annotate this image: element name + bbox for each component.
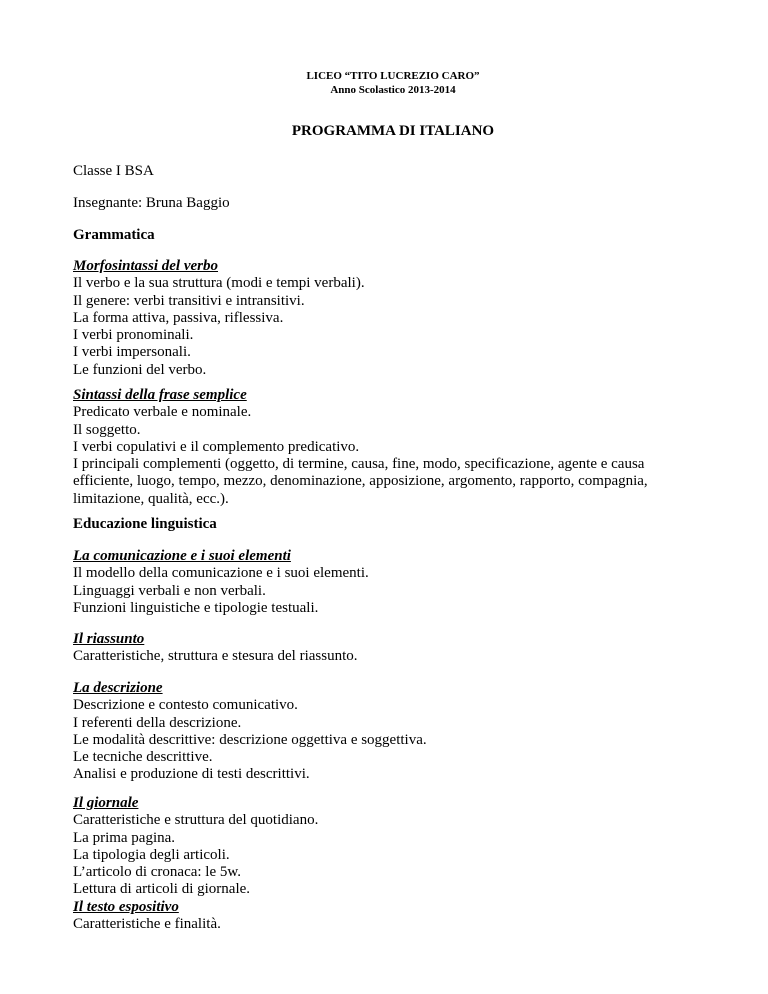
list-item: Caratteristiche, struttura e stesura del riassunto. [73, 648, 358, 665]
subsection-title: Morfosintassi del verbo [73, 258, 219, 274]
list-item: Il soggetto. [73, 421, 141, 438]
list-item: I verbi impersonali. [73, 344, 191, 361]
list-item: Predicato verbale e nominale. [73, 404, 252, 421]
teacher-line: Insegnante: Bruna Baggio [73, 195, 230, 211]
subsection-descrizione [73, 680, 713, 784]
list-item: Lettura di articoli di giornale. [73, 881, 251, 898]
list-item: Le funzioni del verbo. [73, 361, 207, 378]
document-title: PROGRAMMA DI ITALIANO [291, 123, 495, 139]
list-item: Caratteristiche e struttura del quotidiano. [73, 812, 319, 829]
subsection-verbo [73, 258, 713, 379]
subsection-frase [73, 387, 713, 508]
list-item: limitazione, qualità, ecc.). [73, 490, 229, 507]
subsection-comunicazione [73, 548, 713, 617]
list-item: efficiente, luogo, tempo, mezzo, denominazione, apposizione, argomento, rapporto, compagnia, [73, 473, 648, 490]
school-year: Anno Scolastico 2013-2014 [330, 84, 456, 96]
list-item: Analisi e produzione di testi descrittivi. [73, 766, 310, 783]
list-item: L’articolo di cronaca: le 5w. [73, 864, 241, 881]
subsection-riassunto [73, 631, 713, 666]
list-item: Linguaggi verbali e non verbali. [73, 582, 266, 599]
list-item: Descrizione e contesto comunicativo. [73, 697, 298, 714]
class-line: Classe I BSA [73, 163, 154, 179]
list-item: La forma attiva, passiva, riflessiva. [73, 309, 284, 326]
subsection-title: La descrizione [73, 680, 163, 696]
school-name: LICEO “TITO LUCREZIO CARO” [306, 70, 480, 82]
list-item: Il verbo e la sua struttura (modi e tempi verbali). [73, 275, 365, 292]
list-item: I verbi copulativi e il complemento predicativo. [73, 438, 360, 455]
list-item: Il modello della comunicazione e i suoi elementi. [73, 565, 369, 582]
list-item: I referenti della descrizione. [73, 714, 242, 731]
list-item: Il genere: verbi transitivi e intransitivi. [73, 292, 305, 309]
subsection-title: Il riassunto [73, 631, 145, 647]
subsection-title: Il giornale [73, 795, 139, 811]
list-item: I verbi pronominali. [73, 327, 194, 344]
list-item: I principali complementi (oggetto, di termine, causa, fine, modo, specificazione, agente e causa [73, 456, 645, 473]
list-item: La prima pagina. [73, 829, 176, 846]
list-item: Le modalità descrittive: descrizione oggettiva e soggettiva. [73, 731, 427, 748]
subsection-giornale [73, 795, 713, 933]
list-item: Caratteristiche e finalità. [73, 916, 221, 933]
subsection-title: Sintassi della frase semplice [73, 387, 247, 403]
section-heading-educazione: Educazione linguistica [73, 516, 217, 532]
subsection-title-espositivo: Il testo espositivo [73, 898, 179, 915]
subsection-title: La comunicazione e i suoi elementi [73, 548, 291, 564]
list-item: Funzioni linguistiche e tipologie testuali. [73, 599, 319, 616]
section-heading-grammatica: Grammatica [73, 227, 155, 243]
list-item: Le tecniche descrittive. [73, 749, 213, 766]
list-item: La tipologia degli articoli. [73, 846, 230, 863]
